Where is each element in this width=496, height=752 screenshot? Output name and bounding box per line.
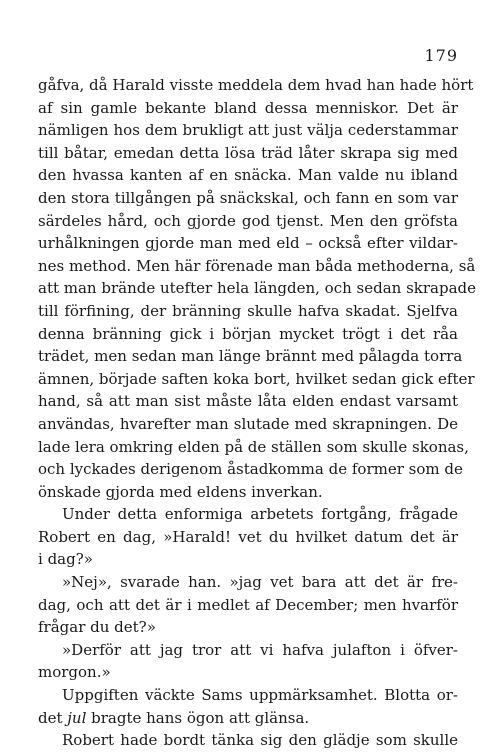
text-line: hand, så att man sist måste låta elden endast varsamt — [38, 392, 458, 411]
text-line: frågar du det?» — [38, 618, 156, 637]
text-line: till båtar, emedan detta lösa träd låter skrapa sig med — [38, 143, 458, 162]
text-line: gåfva, då Harald visste meddela dem hvad han hade hört — [38, 76, 474, 94]
italic-word: jul — [67, 708, 87, 727]
text-line: den hvassa kanten af en snäcka. Man valde nu ibland — [38, 166, 458, 185]
text-line: morgon.» — [38, 663, 111, 682]
text-line: den stora tillgången på snäckskal, och fann en som var — [38, 188, 458, 207]
body-text — [38, 74, 477, 752]
text-line: Under detta enformiga arbetets fortgång, frågade — [62, 505, 458, 524]
text-line: i dag?» — [38, 550, 93, 569]
text-line: och lyckades derigenom åstadkomma de former som de — [38, 460, 463, 479]
text-line: dag, och att det är i medlet af December; men hvarför — [38, 595, 458, 614]
text-line: trädet, men sedan man länge brännt med pålagda torra — [38, 347, 463, 366]
text-line: önskade gjorda med eldens inverkan. — [38, 482, 323, 501]
text-line: det jul bragte hans ögon att glänsa. — [38, 708, 310, 727]
text-line: lade lera omkring elden på de ställen som skulle skonas, — [38, 437, 469, 456]
text-line: Robert en dag, »Harald! vet du hvilket datum det är — [38, 527, 458, 546]
page-number: 179 — [424, 46, 458, 65]
text-line: denna bränning gick i början mycket trögt i det råa — [38, 324, 458, 343]
text-line: nämligen hos dem brukligt att just välja cederstammar — [38, 121, 458, 140]
text-line: »Nej», svarade han. »jag vet bara att det är fre- — [62, 573, 458, 592]
text-line: nes method. Men här förenade man båda methoderna, så — [38, 256, 476, 275]
text-line: särdeles hård, och gjorde god tjenst. Men den gröfsta — [38, 211, 458, 230]
text-line: »Derför att jag tror att vi hafva julafton i öfver- — [62, 640, 458, 659]
text-line: Robert hade bordt tänka sig den glädje som skulle — [62, 731, 458, 750]
text-line: till förfining, der bränning skulle hafva skadat. Sjelfva — [38, 301, 458, 320]
text-line: Uppgiften väckte Sams uppmärksamhet. Blotta or- — [62, 686, 458, 705]
text-line: ämnen, började saften koka bort, hvilket sedan gick efter — [38, 369, 475, 388]
text-line: användas, hvarefter man slutade med skrapningen. De — [38, 414, 458, 433]
text-line: af sin gamle bekante bland dessa menniskor. Det är — [38, 98, 458, 117]
text-line: urhålkningen gjorde man med eld – också efter vildar- — [38, 234, 458, 253]
text-line: att man brände utefter hela längden, och sedan skrapade — [38, 279, 477, 298]
